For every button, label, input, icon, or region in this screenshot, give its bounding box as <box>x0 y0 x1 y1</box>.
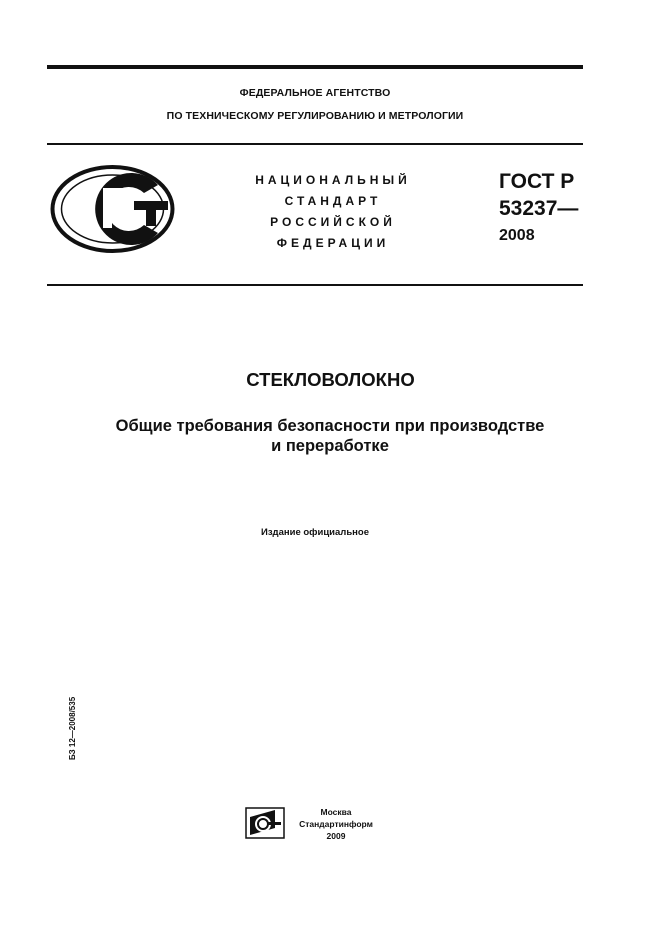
page-subtitle <box>40 416 620 456</box>
side-note: БЗ 12—2008/535 <box>68 696 77 760</box>
publisher-imprint <box>290 806 382 842</box>
standard-number: 53237— <box>499 197 579 220</box>
agency-line-2: ПО ТЕХНИЧЕСКОМУ РЕГУЛИРОВАНИЮ И МЕТРОЛОГИИ <box>166 110 464 122</box>
agency-line-1: ФЕДЕРАЛЬНОЕ АГЕНТСТВО <box>239 87 391 99</box>
gost-r-emblem-icon <box>50 164 175 254</box>
standard-designation <box>499 168 578 249</box>
edition-label: Издание официальное <box>261 527 369 538</box>
publisher-city: Москва <box>320 807 352 817</box>
page-title: СТЕКЛОВОЛОКНО <box>246 369 415 390</box>
national-standard-line-3: РОССИЙСКОЙ <box>270 215 396 229</box>
national-standard-line-2: СТАНДАРТ <box>284 194 382 208</box>
national-standard-line-4: ФЕДЕРАЦИИ <box>276 236 390 250</box>
standartinform-logo-icon <box>245 807 285 839</box>
national-standard-line-1: НАЦИОНАЛЬНЫЙ <box>255 173 411 187</box>
top-rule <box>47 65 583 69</box>
subtitle-line-2: и переработке <box>271 437 389 455</box>
national-standard-block <box>228 170 438 254</box>
standard-year: 2008 <box>499 227 535 244</box>
publisher-name: Стандартинформ <box>299 819 373 829</box>
subtitle-line-1: Общие требования безопасности при производстве <box>115 417 545 435</box>
designation-rule <box>47 284 583 286</box>
publisher-year: 2009 <box>326 831 346 841</box>
standard-code: ГОСТ Р <box>499 170 575 193</box>
header-rule <box>47 143 583 145</box>
